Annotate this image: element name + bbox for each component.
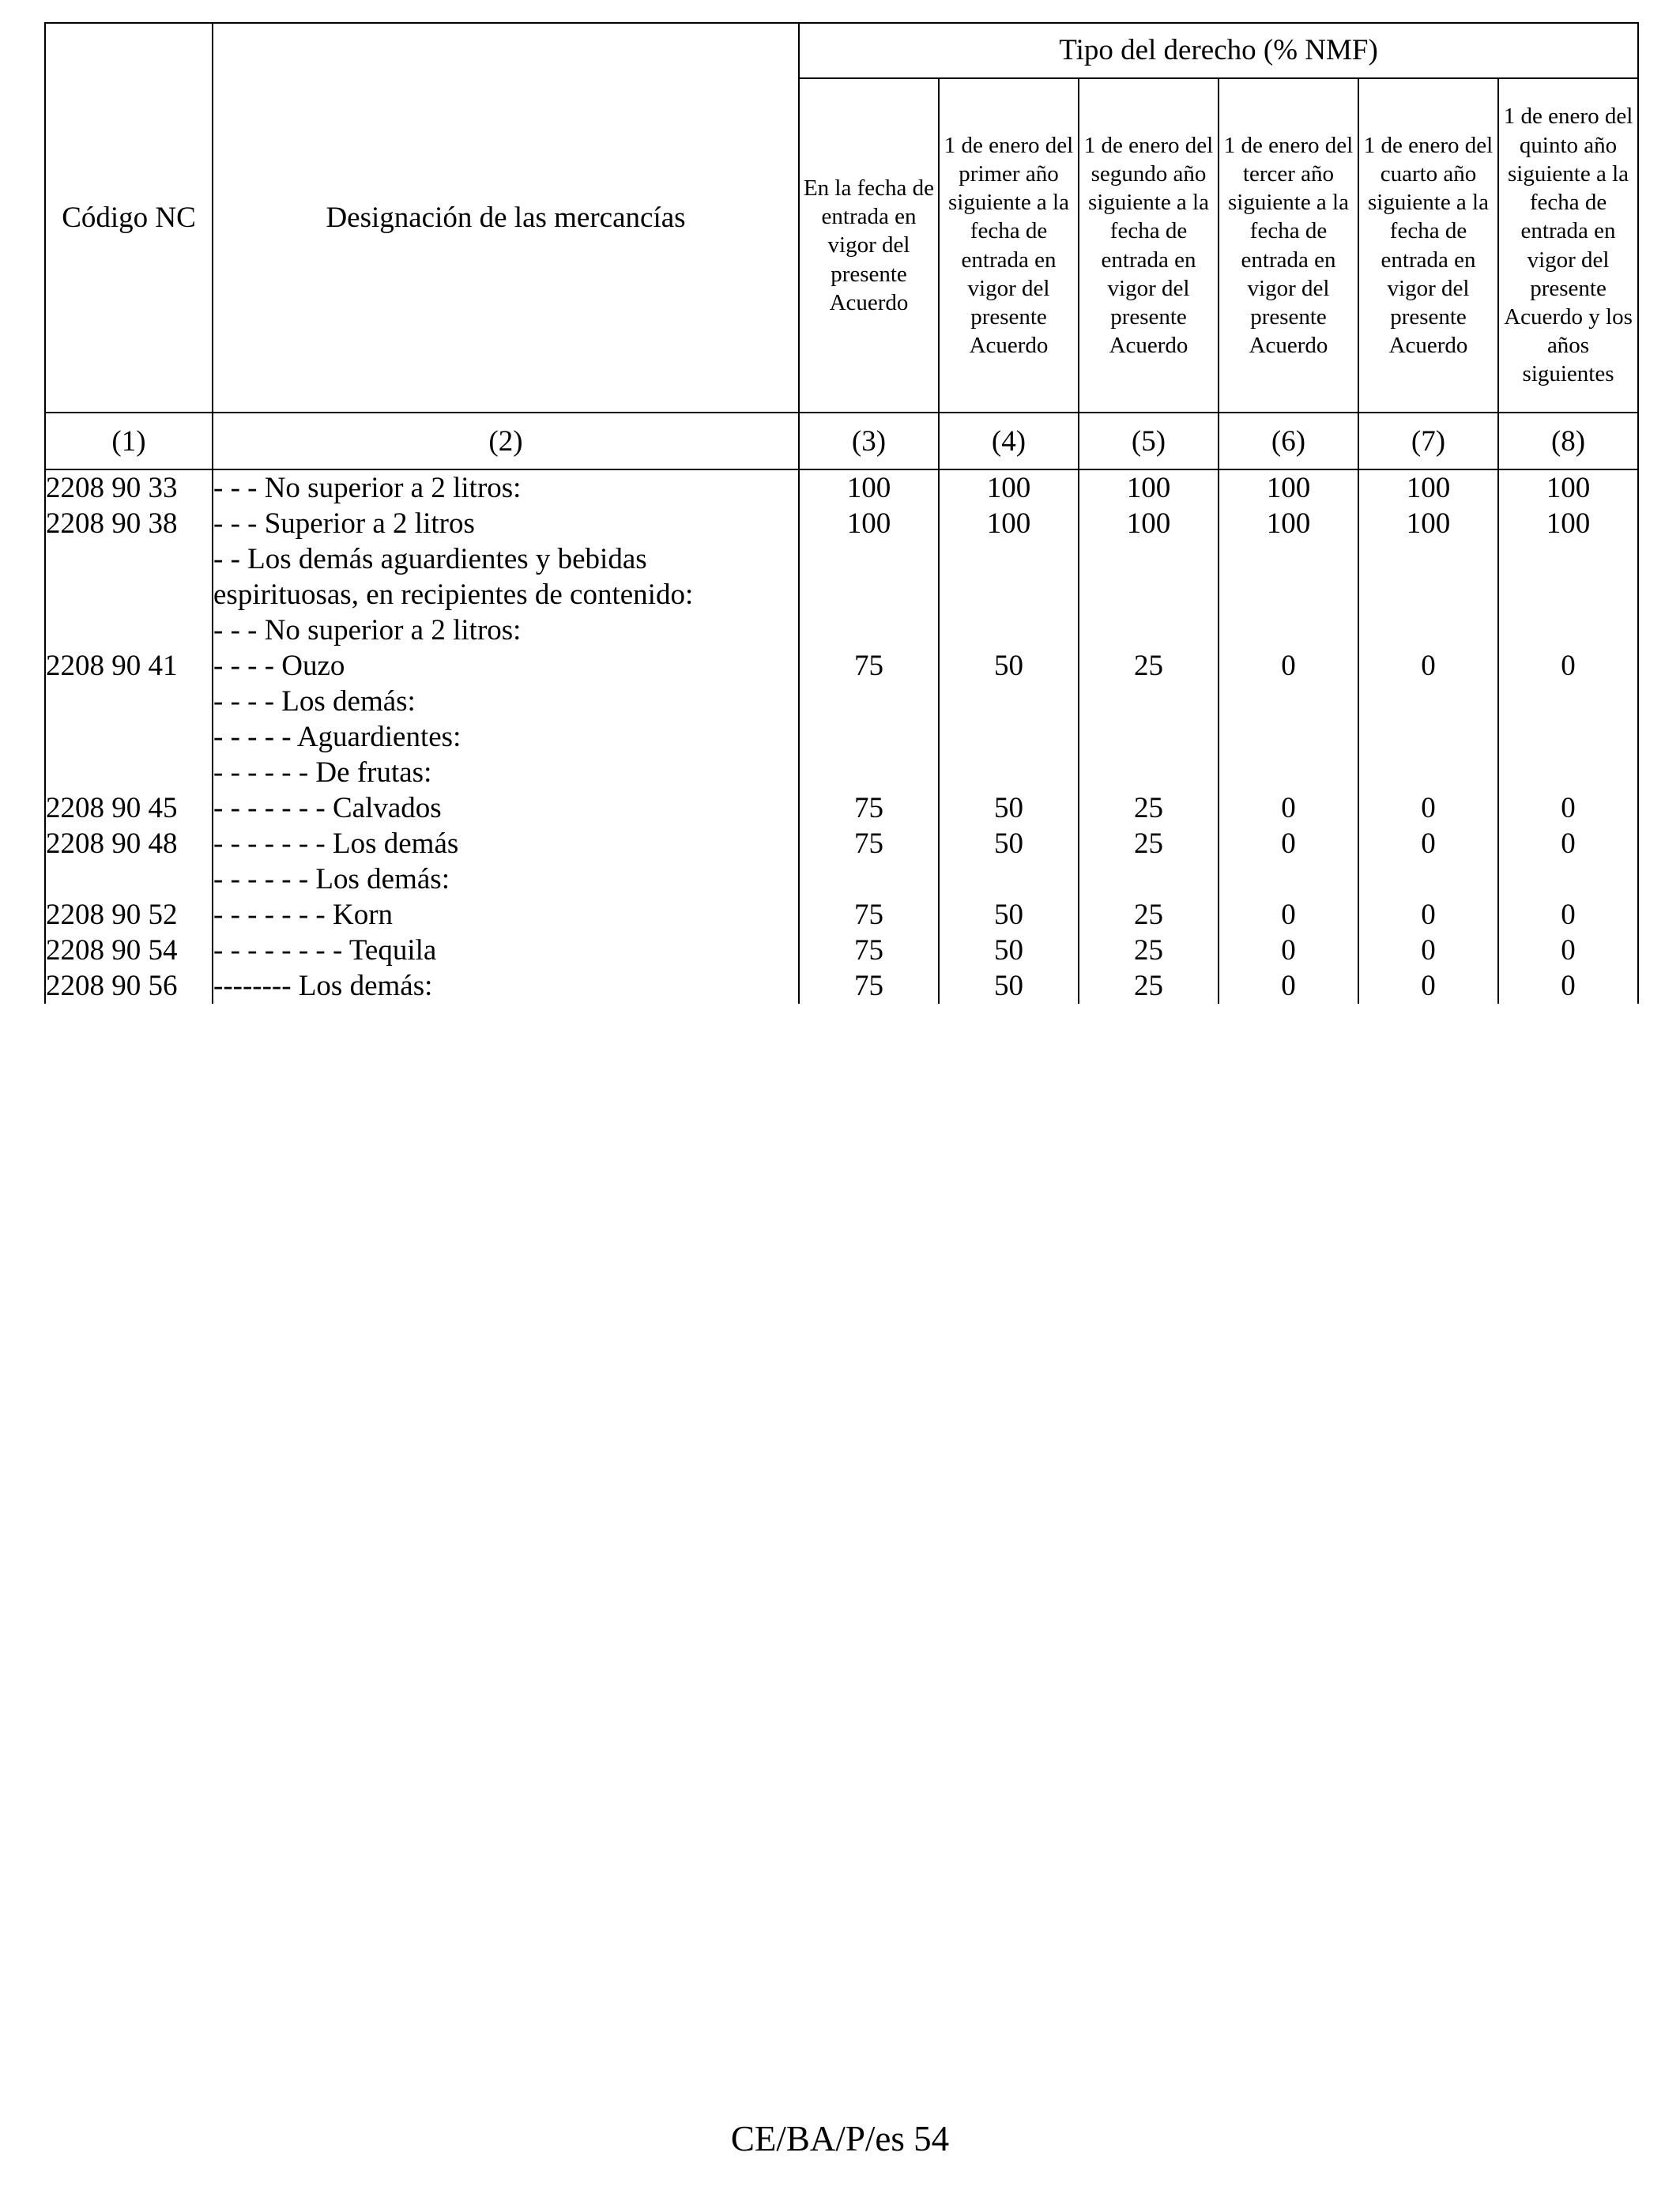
duty-rate-cell: 0 bbox=[1498, 826, 1638, 861]
table-row bbox=[45, 648, 1638, 684]
duty-rate-cell: 75 bbox=[799, 790, 939, 826]
column-number: (5) bbox=[1079, 413, 1219, 469]
duty-rate-cell bbox=[1219, 613, 1358, 648]
duty-rate-cell: 0 bbox=[1498, 933, 1638, 968]
duty-rate-cell bbox=[799, 719, 939, 755]
designation-column-header: Designación de las mercancías bbox=[213, 23, 799, 413]
duty-column-header: 1 de enero del cuarto año siguiente a la fecha de entrada en vigor del presente Acuerdo bbox=[1358, 78, 1498, 413]
duty-rate-cell: 25 bbox=[1079, 648, 1219, 684]
table-row bbox=[45, 469, 1638, 506]
duty-rate-cell bbox=[939, 861, 1079, 897]
designation-cell: - - - - - - Los demás: bbox=[213, 861, 799, 897]
designation-cell: - - - Superior a 2 litros bbox=[213, 506, 799, 541]
duty-rate-cell bbox=[1079, 755, 1219, 790]
duty-rate-cell: 25 bbox=[1079, 790, 1219, 826]
duty-rate-cell bbox=[1079, 719, 1219, 755]
duty-rate-cell bbox=[799, 861, 939, 897]
duty-rate-cell: 75 bbox=[799, 826, 939, 861]
duty-rate-cell: 50 bbox=[939, 933, 1079, 968]
duty-rate-cell: 0 bbox=[1358, 648, 1498, 684]
duty-rate-cell: 0 bbox=[1498, 790, 1638, 826]
duty-rate-cell: 0 bbox=[1219, 826, 1358, 861]
duty-rate-cell bbox=[1079, 613, 1219, 648]
duty-rate-cell bbox=[1498, 541, 1638, 613]
duty-rate-cell bbox=[1219, 541, 1358, 613]
duty-rate-cell: 25 bbox=[1079, 968, 1219, 1004]
cn-code-cell: 2208 90 54 bbox=[45, 933, 213, 968]
duty-rate-cell: 75 bbox=[799, 897, 939, 933]
duty-rate-cell: 0 bbox=[1358, 826, 1498, 861]
duty-rate-cell: 100 bbox=[1498, 469, 1638, 506]
duty-rate-cell: 50 bbox=[939, 826, 1079, 861]
designation-cell: - - Los demás aguardientes y bebidas espirituosas, en recipientes de contenido: bbox=[213, 541, 799, 613]
column-number: (1) bbox=[45, 413, 213, 469]
duty-rate-cell: 0 bbox=[1498, 648, 1638, 684]
duty-rate-cell bbox=[1498, 684, 1638, 719]
duty-rate-cell: 0 bbox=[1219, 648, 1358, 684]
duty-rate-cell: 100 bbox=[1079, 506, 1219, 541]
tariff-table bbox=[44, 22, 1639, 1004]
duty-rate-cell: 0 bbox=[1219, 933, 1358, 968]
duty-rate-cell: 100 bbox=[799, 506, 939, 541]
designation-cell: - - - - Los demás: bbox=[213, 684, 799, 719]
duty-rate-cell: 75 bbox=[799, 968, 939, 1004]
designation-cell: - - - - Ouzo bbox=[213, 648, 799, 684]
duty-rate-cell: 0 bbox=[1358, 897, 1498, 933]
duty-rate-cell bbox=[939, 719, 1079, 755]
duty-rate-cell: 100 bbox=[1358, 469, 1498, 506]
cn-code-cell: 2208 90 38 bbox=[45, 506, 213, 541]
cn-code-cell bbox=[45, 755, 213, 790]
designation-cell: - - - - - - - Korn bbox=[213, 897, 799, 933]
duty-column-header: 1 de enero del tercer año siguiente a la fecha de entrada en vigor del presente Acuerdo bbox=[1219, 78, 1358, 413]
designation-cell: - - - - - - - - Tequila bbox=[213, 933, 799, 968]
duty-rate-cell bbox=[799, 755, 939, 790]
duty-column-header: En la fecha de entrada en vigor del presente Acuerdo bbox=[799, 78, 939, 413]
duty-rate-cell bbox=[1498, 861, 1638, 897]
table-row bbox=[45, 968, 1638, 1004]
duty-column-header: 1 de enero del segundo año siguiente a la fecha de entrada en vigor del presente Acuerdo bbox=[1079, 78, 1219, 413]
duty-column-header: 1 de enero del quinto año siguiente a la fecha de entrada en vigor del presente Acuerdo y los años siguientes bbox=[1498, 78, 1638, 413]
duty-rate-cell: 50 bbox=[939, 790, 1079, 826]
duty-rate-cell: 0 bbox=[1219, 968, 1358, 1004]
duty-rate-cell: 0 bbox=[1498, 897, 1638, 933]
duty-rate-cell bbox=[1219, 861, 1358, 897]
duty-rate-cell: 100 bbox=[1079, 469, 1219, 506]
page-reference: CE/BA/P/es 54 bbox=[730, 2119, 950, 2158]
table-row bbox=[45, 541, 1638, 613]
duty-rate-cell: 50 bbox=[939, 968, 1079, 1004]
duty-rate-cell bbox=[1358, 541, 1498, 613]
duty-rate-cell: 100 bbox=[1358, 506, 1498, 541]
column-number: (4) bbox=[939, 413, 1079, 469]
duty-rate-cell: 0 bbox=[1219, 790, 1358, 826]
cn-code-cell bbox=[45, 613, 213, 648]
duty-rate-cell: 50 bbox=[939, 648, 1079, 684]
cn-code-cell: 2208 90 45 bbox=[45, 790, 213, 826]
designation-cell: - - - - - - De frutas: bbox=[213, 755, 799, 790]
cn-code-cell: 2208 90 56 bbox=[45, 968, 213, 1004]
duty-rate-cell: 0 bbox=[1498, 968, 1638, 1004]
table-row bbox=[45, 826, 1638, 861]
duty-rate-cell: 0 bbox=[1358, 933, 1498, 968]
duty-rate-cell bbox=[799, 541, 939, 613]
code-column-header: Código NC bbox=[45, 23, 213, 413]
table-row bbox=[45, 933, 1638, 968]
duty-rate-cell bbox=[799, 684, 939, 719]
cn-code-cell bbox=[45, 684, 213, 719]
table-row bbox=[45, 684, 1638, 719]
duty-rate-cell bbox=[939, 684, 1079, 719]
duty-rate-cell: 25 bbox=[1079, 933, 1219, 968]
cn-code-cell: 2208 90 52 bbox=[45, 897, 213, 933]
duty-rate-cell bbox=[1358, 719, 1498, 755]
duty-rate-cell bbox=[1498, 755, 1638, 790]
column-number: (6) bbox=[1219, 413, 1358, 469]
duty-rate-cell: 100 bbox=[939, 506, 1079, 541]
table-row bbox=[45, 613, 1638, 648]
cn-code-cell bbox=[45, 719, 213, 755]
duty-rate-cell bbox=[1358, 861, 1498, 897]
duty-column-header: 1 de enero del primer año siguiente a la fecha de entrada en vigor del presente Acuerdo bbox=[939, 78, 1079, 413]
duty-rate-cell: 25 bbox=[1079, 826, 1219, 861]
duty-rate-cell: 100 bbox=[799, 469, 939, 506]
duty-rate-cell bbox=[1079, 684, 1219, 719]
duty-rate-cell bbox=[1219, 755, 1358, 790]
designation-cell: - - - - - - - Calvados bbox=[213, 790, 799, 826]
duty-rate-cell: 75 bbox=[799, 933, 939, 968]
duty-rate-cell: 25 bbox=[1079, 897, 1219, 933]
cn-code-cell bbox=[45, 541, 213, 613]
duty-rate-cell: 0 bbox=[1219, 897, 1358, 933]
designation-cell: - - - No superior a 2 litros: bbox=[213, 469, 799, 506]
table-row bbox=[45, 506, 1638, 541]
duty-rate-cell bbox=[799, 613, 939, 648]
designation-cell: - - - - - Aguardientes: bbox=[213, 719, 799, 755]
duty-group-header: Tipo del derecho (% NMF) bbox=[799, 23, 1638, 78]
duty-rate-cell bbox=[1358, 684, 1498, 719]
table-body bbox=[45, 469, 1638, 1004]
duty-rate-cell: 50 bbox=[939, 897, 1079, 933]
column-number: (3) bbox=[799, 413, 939, 469]
duty-rate-cell: 0 bbox=[1358, 968, 1498, 1004]
table-row bbox=[45, 897, 1638, 933]
cn-code-cell: 2208 90 41 bbox=[45, 648, 213, 684]
cn-code-cell bbox=[45, 861, 213, 897]
duty-rate-cell bbox=[1498, 613, 1638, 648]
duty-rate-cell bbox=[1358, 755, 1498, 790]
duty-rate-cell bbox=[939, 755, 1079, 790]
designation-cell: -------- Los demás: bbox=[213, 968, 799, 1004]
duty-rate-cell bbox=[939, 541, 1079, 613]
table-row bbox=[45, 719, 1638, 755]
cn-code-cell: 2208 90 33 bbox=[45, 469, 213, 506]
duty-rate-cell bbox=[939, 613, 1079, 648]
duty-rate-cell: 100 bbox=[1219, 506, 1358, 541]
designation-cell: - - - - - - - Los demás bbox=[213, 826, 799, 861]
duty-rate-cell: 75 bbox=[799, 648, 939, 684]
column-number: (2) bbox=[213, 413, 799, 469]
designation-cell: - - - No superior a 2 litros: bbox=[213, 613, 799, 648]
duty-rate-cell: 100 bbox=[1219, 469, 1358, 506]
duty-rate-cell: 0 bbox=[1358, 790, 1498, 826]
duty-rate-cell bbox=[1498, 719, 1638, 755]
duty-rate-cell bbox=[1219, 719, 1358, 755]
duty-rate-cell bbox=[1079, 541, 1219, 613]
duty-rate-cell: 100 bbox=[939, 469, 1079, 506]
table-row bbox=[45, 790, 1638, 826]
column-number: (8) bbox=[1498, 413, 1638, 469]
table-row bbox=[45, 755, 1638, 790]
table-row bbox=[45, 861, 1638, 897]
duty-rate-cell bbox=[1079, 861, 1219, 897]
duty-rate-cell bbox=[1358, 613, 1498, 648]
duty-rate-cell: 100 bbox=[1498, 506, 1638, 541]
duty-rate-cell bbox=[1219, 684, 1358, 719]
column-number: (7) bbox=[1358, 413, 1498, 469]
cn-code-cell: 2208 90 48 bbox=[45, 826, 213, 861]
